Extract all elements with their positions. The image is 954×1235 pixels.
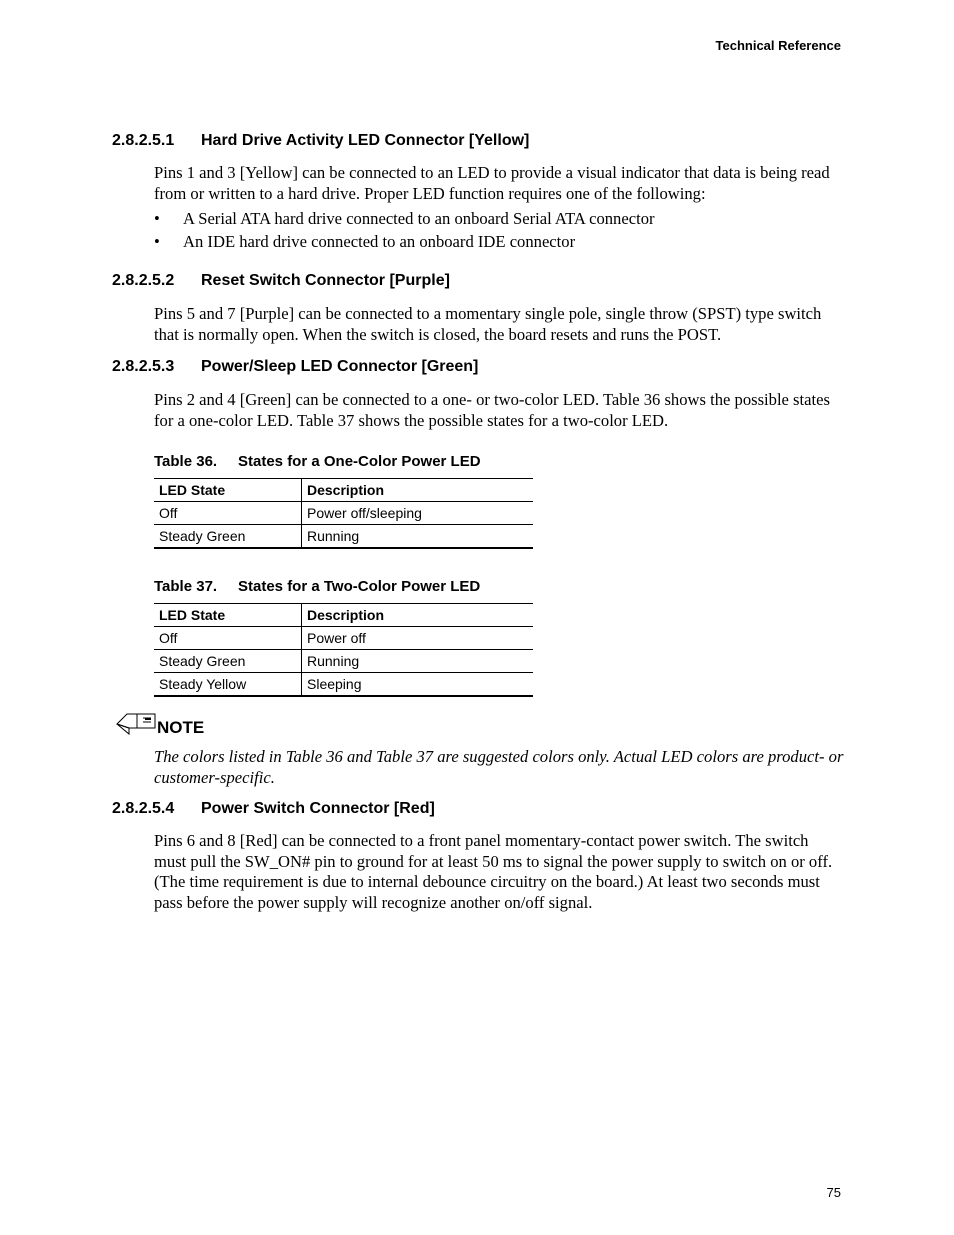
table-number: Table 36.	[154, 453, 218, 470]
section-number: 2.8.2.5.4	[112, 800, 175, 817]
table-cell: Running	[302, 650, 534, 673]
body-paragraph: Pins 1 and 3 [Yellow] can be connected to an LED to provide a visual indicator that data is being read from or written to a hard drive. Proper LED function requires one of the following:	[154, 163, 830, 203]
section-number: 2.8.2.5.2	[112, 272, 175, 289]
table-caption	[154, 453, 481, 470]
bullet-marker: •	[154, 232, 160, 251]
table-row	[154, 525, 533, 549]
note-label: NOTE	[157, 718, 205, 737]
bullet-item	[154, 209, 655, 229]
section-heading	[112, 800, 435, 818]
note-text: The colors listed in Table 36 and Table 37 are suggested colors only. Actual LED colors are product- or customer-specific.	[154, 747, 844, 787]
table-title: States for a One-Color Power LED	[238, 453, 481, 470]
column-header: LED State	[154, 479, 302, 502]
table-header-row	[154, 479, 533, 502]
table-cell: Running	[302, 525, 534, 549]
table-row	[154, 650, 533, 673]
section-heading	[112, 272, 450, 290]
bullet-item	[154, 232, 575, 252]
table-cell: Power off	[302, 627, 534, 650]
table-cell: Steady Yellow	[154, 673, 302, 697]
section-heading	[112, 132, 529, 150]
column-header: Description	[302, 479, 534, 502]
table-row	[154, 502, 533, 525]
led-states-table-two-color	[154, 603, 533, 697]
note-pencil-icon	[115, 712, 157, 736]
body-paragraph: Pins 2 and 4 [Green] can be connected to a one- or two-color LED. Table 36 shows the possible states for a one-color LED. Table 37 shows the possible states for a two-color LED.	[154, 390, 830, 430]
section-heading	[112, 358, 478, 376]
table-cell: Steady Green	[154, 650, 302, 673]
table-cell: Power off/sleeping	[302, 502, 534, 525]
page-number: 75	[826, 1185, 841, 1200]
table-number: Table 37.	[154, 578, 218, 595]
body-paragraph: Pins 6 and 8 [Red] can be connected to a front panel momentary-contact power switch. The switch must pull the SW_ON# pin to ground for at least 50 ms to signal the power supply to switch on or off. (The time requirement is due to internal debounce circuitry on the board.) At least two seconds must pass before the power supply will recognize another on/off signal.	[154, 831, 833, 912]
column-header: Description	[302, 604, 534, 627]
section-number: 2.8.2.5.1	[112, 132, 175, 149]
section-title: Hard Drive Activity LED Connector [Yellow]	[201, 132, 530, 149]
body-paragraph: Pins 5 and 7 [Purple] can be connected to a momentary single pole, single throw (SPST) type switch that is normally open. When the switch is closed, the board resets and runs the POST.	[154, 304, 822, 344]
bullet-text: A Serial ATA hard drive connected to an onboard Serial ATA connector	[183, 209, 655, 228]
table-row	[154, 627, 533, 650]
table-header-row	[154, 604, 533, 627]
section-number: 2.8.2.5.3	[112, 358, 175, 375]
led-states-table-one-color	[154, 478, 533, 549]
section-title: Reset Switch Connector [Purple]	[201, 272, 450, 289]
column-header: LED State	[154, 604, 302, 627]
table-caption	[154, 578, 480, 595]
section-title: Power/Sleep LED Connector [Green]	[201, 358, 479, 375]
bullet-marker: •	[154, 209, 160, 228]
table-cell: Off	[154, 627, 302, 650]
table-row	[154, 673, 533, 697]
table-cell: Off	[154, 502, 302, 525]
table-cell: Sleeping	[302, 673, 534, 697]
running-header: Technical Reference	[715, 38, 841, 53]
table-title: States for a Two-Color Power LED	[238, 578, 481, 595]
section-title: Power Switch Connector [Red]	[201, 800, 435, 817]
table-cell: Steady Green	[154, 525, 302, 549]
bullet-text: An IDE hard drive connected to an onboard IDE connector	[183, 232, 576, 251]
